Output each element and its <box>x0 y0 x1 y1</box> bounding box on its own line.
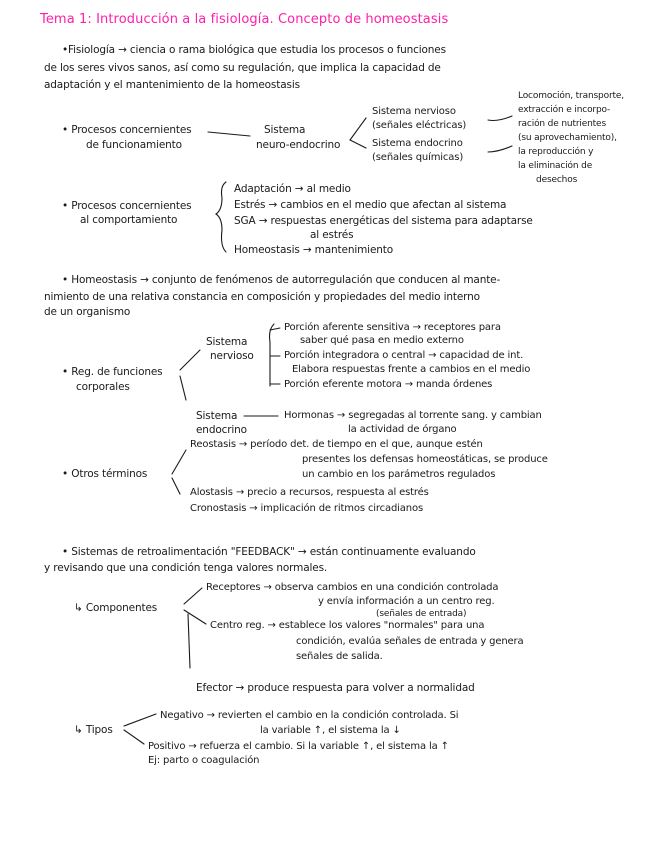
negativo-1: Negativo → revierten el cambio en la condición controlada. Si <box>160 710 459 721</box>
negativo-2: la variable ↑, el sistema la ↓ <box>260 725 401 736</box>
centro-reg-3: señales de salida. <box>296 651 383 662</box>
procesos-funcionamiento-label-2: de funcionamiento <box>86 139 182 151</box>
funciones-list-5: la reproducción y <box>518 147 594 157</box>
reg-sistema-endocrino: Sistema <box>196 410 238 422</box>
senales-electricas: (señales eléctricas) <box>372 120 467 131</box>
reostasis-3: un cambio en los parámetros regulados <box>302 469 496 480</box>
funciones-list-6: la eliminación de <box>518 161 593 171</box>
positivo-1: Positivo → refuerza el cambio. Si la variable ↑, el sistema la ↑ <box>148 741 449 752</box>
otros-terminos-label: • Otros términos <box>62 468 148 480</box>
funciones-list-2: extracción e incorpo- <box>518 105 611 115</box>
homeostasis-line-3: de un organismo <box>44 306 131 318</box>
receptores-3: (señales de entrada) <box>376 609 467 619</box>
comportamiento-estres: Estrés → cambios en el medio que afectan al sistema <box>234 199 507 211</box>
funciones-list-3: ración de nutrientes <box>518 119 606 129</box>
porcion-integradora: Porción integradora o central → capacidad de int. <box>284 350 524 361</box>
positivo-2: Ej: parto o coagulación <box>148 755 260 766</box>
porcion-aferente: Porción aferente sensitiva → receptores para <box>284 322 501 333</box>
alostasis: Alostasis → precio a recursos, respuesta al estrés <box>190 487 429 498</box>
homeostasis-line-1: • Homeostasis → conjunto de fenómenos de autorregulación que conducen al mante- <box>62 274 501 286</box>
homeostasis-line-2: nimiento de una relativa constancia en composición y propiedades del medio interno <box>44 291 480 303</box>
feedback-line-2: y revisando que una condición tenga valores normales. <box>44 562 328 574</box>
comportamiento-sga: SGA → respuestas energéticas del sistema para adaptarse <box>234 215 533 227</box>
funciones-list-7: desechos <box>536 175 578 185</box>
procesos-comportamiento-label-2: al comportamiento <box>80 214 178 226</box>
centro-reg-2: condición, evalúa señales de entrada y genera <box>296 636 524 647</box>
reostasis-1: Reostasis → período det. de tiempo en el que, aunque estén <box>190 439 483 450</box>
receptores-1: Receptores → observa cambios en una condición controlada <box>206 582 499 593</box>
reg-sistema-nervioso-2: nervioso <box>210 350 254 362</box>
reg-sistema-endocrino-2: endocrino <box>196 424 247 436</box>
funciones-list-4: (su aprovechamiento), <box>518 133 617 143</box>
procesos-funcionamiento-label: • Procesos concernientes <box>62 124 192 136</box>
centro-reg-1: Centro reg. → establece los valores "normales" para una <box>210 620 485 631</box>
sistema-neuroendocrino-2: neuro-endocrino <box>256 139 341 151</box>
senales-quimicas: (señales químicas) <box>372 152 464 163</box>
componentes-label: ↳ Componentes <box>74 602 158 614</box>
tipos-label: ↳ Tipos <box>74 724 113 736</box>
page-title: Tema 1: Introducción a la fisiología. Concepto de homeostasis <box>40 12 449 27</box>
efector: Efector → produce respuesta para volver a normalidad <box>196 682 475 694</box>
reg-funciones-label: • Reg. de funciones <box>62 366 163 378</box>
feedback-line-1: • Sistemas de retroalimentación "FEEDBACK" → están continuamente evaluando <box>62 546 476 558</box>
comportamiento-sga-2: al estrés <box>310 229 354 241</box>
reg-sistema-nervioso: Sistema <box>206 336 248 348</box>
funciones-list-1: Locomoción, transporte, <box>518 91 625 101</box>
fisiologia-line-1: •Fisiología → ciencia o rama biológica que estudia los procesos o funciones <box>62 44 446 56</box>
fisiologia-line-3: adaptación y el mantenimiento de la homeostasis <box>44 79 300 91</box>
hormonas-2: la actividad de órgano <box>348 424 457 435</box>
receptores-2: y envía información a un centro reg. <box>318 596 495 607</box>
porcion-aferente-2: saber qué pasa en medio externo <box>300 335 464 346</box>
procesos-comportamiento-label: • Procesos concernientes <box>62 200 192 212</box>
comportamiento-adaptacion: Adaptación → al medio <box>234 183 351 195</box>
sistema-neuroendocrino: Sistema <box>264 124 306 136</box>
sistema-nervioso-label: Sistema nervioso <box>372 106 456 117</box>
porcion-integradora-2: Elabora respuestas frente a cambios en el medio <box>292 364 531 375</box>
reg-funciones-label-2: corporales <box>76 381 130 393</box>
reostasis-2: presentes los defensas homeostáticas, se produce <box>302 454 548 465</box>
fisiologia-line-2: de los seres vivos sanos, así como su regulación, que implica la capacidad de <box>44 62 441 74</box>
porcion-eferente: Porción eferente motora → manda órdenes <box>284 379 493 390</box>
sistema-endocrino-label: Sistema endocrino <box>372 138 463 149</box>
cronostasis: Cronostasis → implicación de ritmos circadianos <box>190 503 424 514</box>
comportamiento-homeostasis: Homeostasis → mantenimiento <box>234 244 394 256</box>
hormonas: Hormonas → segregadas al torrente sang. y cambian <box>284 410 542 421</box>
